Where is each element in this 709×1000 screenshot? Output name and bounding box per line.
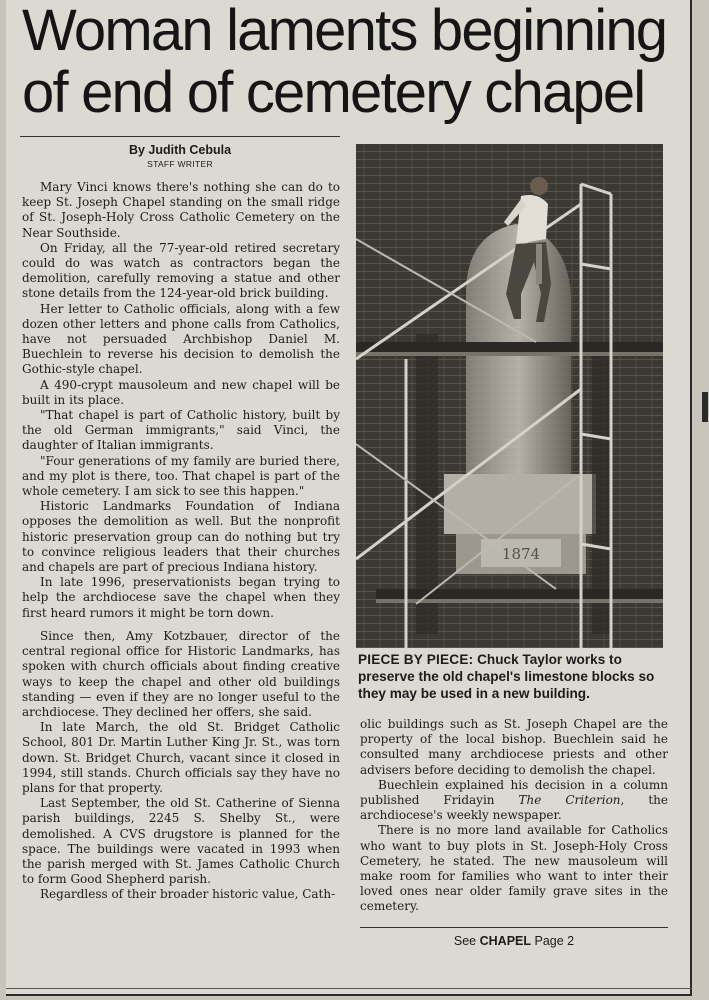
paragraph xyxy=(360,778,668,824)
paragraph: A 490-crypt mausoleum and new chapel will be built in its place. xyxy=(22,377,340,407)
continued-jump-line xyxy=(360,934,668,948)
article-column-1 xyxy=(22,180,340,903)
paragraph: In late 1996, preservationists began trying to help the archdiocese save the chapel when they first heard rumors it might be torn down. xyxy=(22,575,340,620)
paragraph: "That chapel is part of Catholic history, built by the old German immigrants," said Vinci, the daughter of Italian immigrants. xyxy=(22,408,340,453)
paragraph: Mary Vinci knows there's nothing she can do to keep St. Joseph Chapel standing on the small ridge of St. Joseph-Holy Cross Catholic Cemetery on the Near Southside. xyxy=(22,180,340,240)
paragraph: On Friday, all the 77-year-old retired secretary could do was watch as contractors began the demolition, carefully removing a statue and other stone details from the 124-year-old brick building. xyxy=(22,240,340,301)
caption-text: Chuck Taylor works to preserve the old chapel's limestone blocks so they may be used in a new building. xyxy=(358,652,655,701)
caption-lead: PIECE BY PIECE: xyxy=(358,652,474,667)
paragraph: In late March, the old St. Bridget Catholic School, 801 Dr. Martin Luther King Jr. St., was torn down. St. Bridget Church, vacant since it closed in 1994, still stands. Church officials say they have no plans for that property. xyxy=(22,720,340,795)
paragraph: Her letter to Catholic officials, along with a few dozen other letters and phone calls from Catholics, have not persuaded Archbishop Daniel M. Buechlein to reverse his decision to demolish the Gothic-style chapel. xyxy=(22,301,340,377)
byline-author: By Judith Cebula xyxy=(128,143,232,157)
page-bottom-rule xyxy=(6,988,692,989)
paragraph-text: , the archdiocese's weekly newspaper. xyxy=(360,793,668,823)
paragraph: There is no more land available for Catholics who want to buy plots in St. Joseph-Holy Cross Cemetery, he stated. The new mausoleum will make room for families who want to inter their loved ones near older family grave sites in the cemetery. xyxy=(360,823,668,914)
paragraph: Since then, Amy Kotzbauer, director of the central regional office for Historic Landmarks, has spoken with church officials about finding creative ways to keep the chapel and other old buildings standing — even if they are no longer useful to the archdiocese. They declined her offers, she said. xyxy=(22,628,340,719)
paragraph: "Four generations of my family are buried there, and my plot is there, too. That chapel is part of the whole cemetery. I am sick to see this happen." xyxy=(22,453,340,499)
headline-line-2: of end of cemetery chapel xyxy=(22,60,645,125)
headline-line-1: Woman laments beginning xyxy=(22,0,667,63)
paragraph: Regardless of their broader historic value, Cath- xyxy=(40,887,336,902)
paragraph-text: Buechlein explained his decision in a column published Fridayin xyxy=(360,777,668,808)
jump-see: See xyxy=(453,934,480,948)
paragraph: Last September, the old St. Catherine of Sienna parish buildings, 2245 S. Shelby St., were demolished. A CVS drugstore is planned for the space. The buildings were vacated in 1993 when the parish merged with St. James Catholic Church to form Good Shepherd parish. xyxy=(22,796,340,887)
paragraph: olic buildings such as St. Joseph Chapel are the property of the local bishop. Buechlein said he consulted many archdiocese priests and other advisers before deciding to demolish the chapel. xyxy=(360,717,668,777)
headline-rule xyxy=(20,136,340,137)
jump-page: Page 2 xyxy=(531,934,575,948)
article-column-2 xyxy=(360,717,668,915)
edge-mark xyxy=(702,392,708,422)
jump-keyword: CHAPEL xyxy=(479,934,532,948)
paragraph: Historic Landmarks Foundation of Indiana opposes the demolition as well. But the nonprofit historic preservation group can do nothing but try to convince religious leaders that their churches and chapels are part of precious Indiana history. xyxy=(22,499,340,575)
chapel-demolition-photo xyxy=(356,144,663,648)
publication-name: The Criterion xyxy=(518,793,621,808)
headline xyxy=(22,0,682,124)
photo-illustration xyxy=(356,144,663,648)
photo-caption xyxy=(358,651,678,702)
stone-date-text: 1874 xyxy=(501,545,541,563)
byline-role: STAFF WRITER xyxy=(147,159,213,169)
jump-rule xyxy=(360,927,668,928)
